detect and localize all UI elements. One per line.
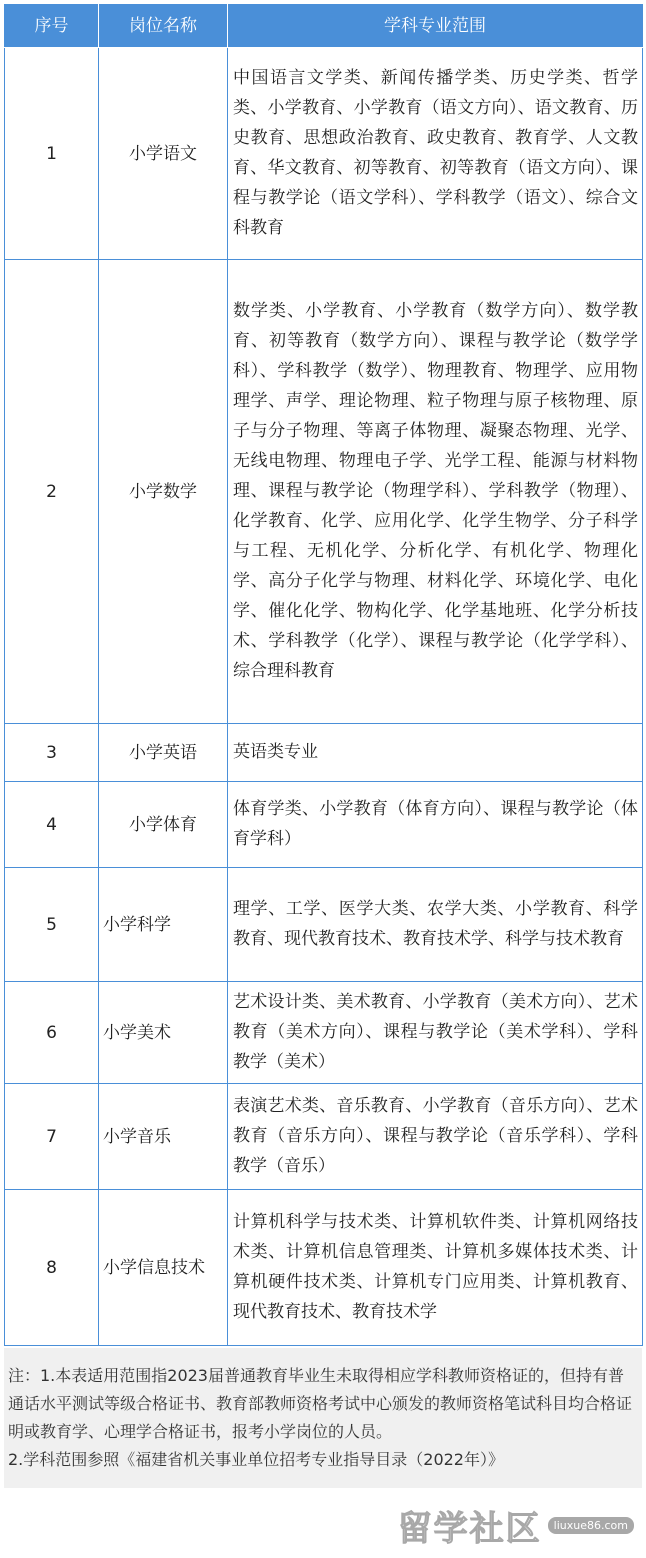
table-row — [5, 1190, 643, 1346]
table-row — [5, 868, 643, 982]
position-name: 小学美术 — [99, 982, 228, 1084]
major-scope: 中国语言文学类、新闻传播学类、历史学类、哲学类、小学教育、小学教育（语文方向）、语文教育、历史教育、思想政治教育、政史教育、教育学、人文教育、华文教育、初等教育、初等教育（语文方向）、课程与教学论（语文学科）、学科教学（语文）、综合文科教育 — [228, 48, 643, 260]
row-number: 3 — [5, 724, 99, 782]
row-number: 7 — [5, 1084, 99, 1190]
major-scope: 体育学类、小学教育（体育方向）、课程与教学论（体育学科） — [228, 782, 643, 868]
header-scope: 学科专业范围 — [228, 5, 643, 48]
row-number: 1 — [5, 48, 99, 260]
row-number: 6 — [5, 982, 99, 1084]
row-number: 4 — [5, 782, 99, 868]
major-scope: 理学、工学、医学大类、农学大类、小学教育、科学教育、现代教育技术、教育技术学、科学与技术教育 — [228, 868, 643, 982]
major-scope: 表演艺术类、音乐教育、小学教育（音乐方向）、艺术教育（音乐方向）、课程与教学论（音乐学科）、学科教学（音乐） — [228, 1084, 643, 1190]
position-name: 小学信息技术 — [99, 1190, 228, 1346]
table-header-row — [5, 5, 643, 48]
position-name: 小学语文 — [99, 48, 228, 260]
position-name: 小学英语 — [99, 724, 228, 782]
table-row — [5, 48, 643, 260]
table-row — [5, 782, 643, 868]
major-scope: 数学类、小学教育、小学教育（数学方向）、数学教育、初等教育（数学方向）、课程与教学论（数学学科）、学科教学（数学）、物理教育、物理学、应用物理学、声学、理论物理、粒子物理与原子核物理、原子与分子物理、等离子体物理、凝聚态物理、光学、无线电物理、物理电子学、光学工程、能源与材料物理、课程与教学论（物理学科）、学科教学（物理）、化学教育、化学、应用化学、化学生物学、分子科学与工程、无机化学、分析化学、有机化学、物理化学、高分子化学与物理、材料化学、环境化学、电化学、催化化学、物构化学、化学基地班、化学分析技术、学科教学（化学）、课程与教学论（化学学科）、综合理科教育 — [228, 260, 643, 724]
position-name: 小学数学 — [99, 260, 228, 724]
header-no: 序号 — [5, 5, 99, 48]
table-row — [5, 260, 643, 724]
watermark-text: 留学社区 — [397, 1509, 542, 1549]
major-scope-table — [4, 4, 643, 1346]
table-row — [5, 724, 643, 782]
row-number: 2 — [5, 260, 99, 724]
table-row — [5, 982, 643, 1084]
note-1: 注：1.本表适用范围指2023届普通教育毕业生未取得相应学科教师资格证的，但持有普通话水平测试等级合格证书、教育部教师资格考试中心颁发的教师资格笔试科目均合格证明或教育学、心理学合格证书，报考小学岗位的人员。 — [8, 1366, 633, 1441]
watermark-badge: liuxue86.com — [548, 1517, 634, 1534]
row-number: 8 — [5, 1190, 99, 1346]
table-row — [5, 1084, 643, 1190]
major-scope: 英语类专业 — [228, 724, 643, 782]
major-scope: 计算机科学与技术类、计算机软件类、计算机网络技术类、计算机信息管理类、计算机多媒体技术类、计算机硬件技术类、计算机专门应用类、计算机教育、现代教育技术、教育技术学 — [228, 1190, 643, 1346]
note-2: 2.学科范围参照《福建省机关事业单位招考专业指导目录（2022年）》 — [8, 1450, 504, 1469]
position-name: 小学体育 — [99, 782, 228, 868]
row-number: 5 — [5, 868, 99, 982]
notes-section — [4, 1348, 642, 1488]
header-position: 岗位名称 — [99, 5, 228, 48]
major-scope: 艺术设计类、美术教育、小学教育（美术方向）、艺术教育（美术方向）、课程与教学论（美术学科）、学科教学（美术） — [228, 982, 643, 1084]
watermark-logo — [398, 1501, 634, 1550]
position-name: 小学科学 — [99, 868, 228, 982]
position-name: 小学音乐 — [99, 1084, 228, 1190]
